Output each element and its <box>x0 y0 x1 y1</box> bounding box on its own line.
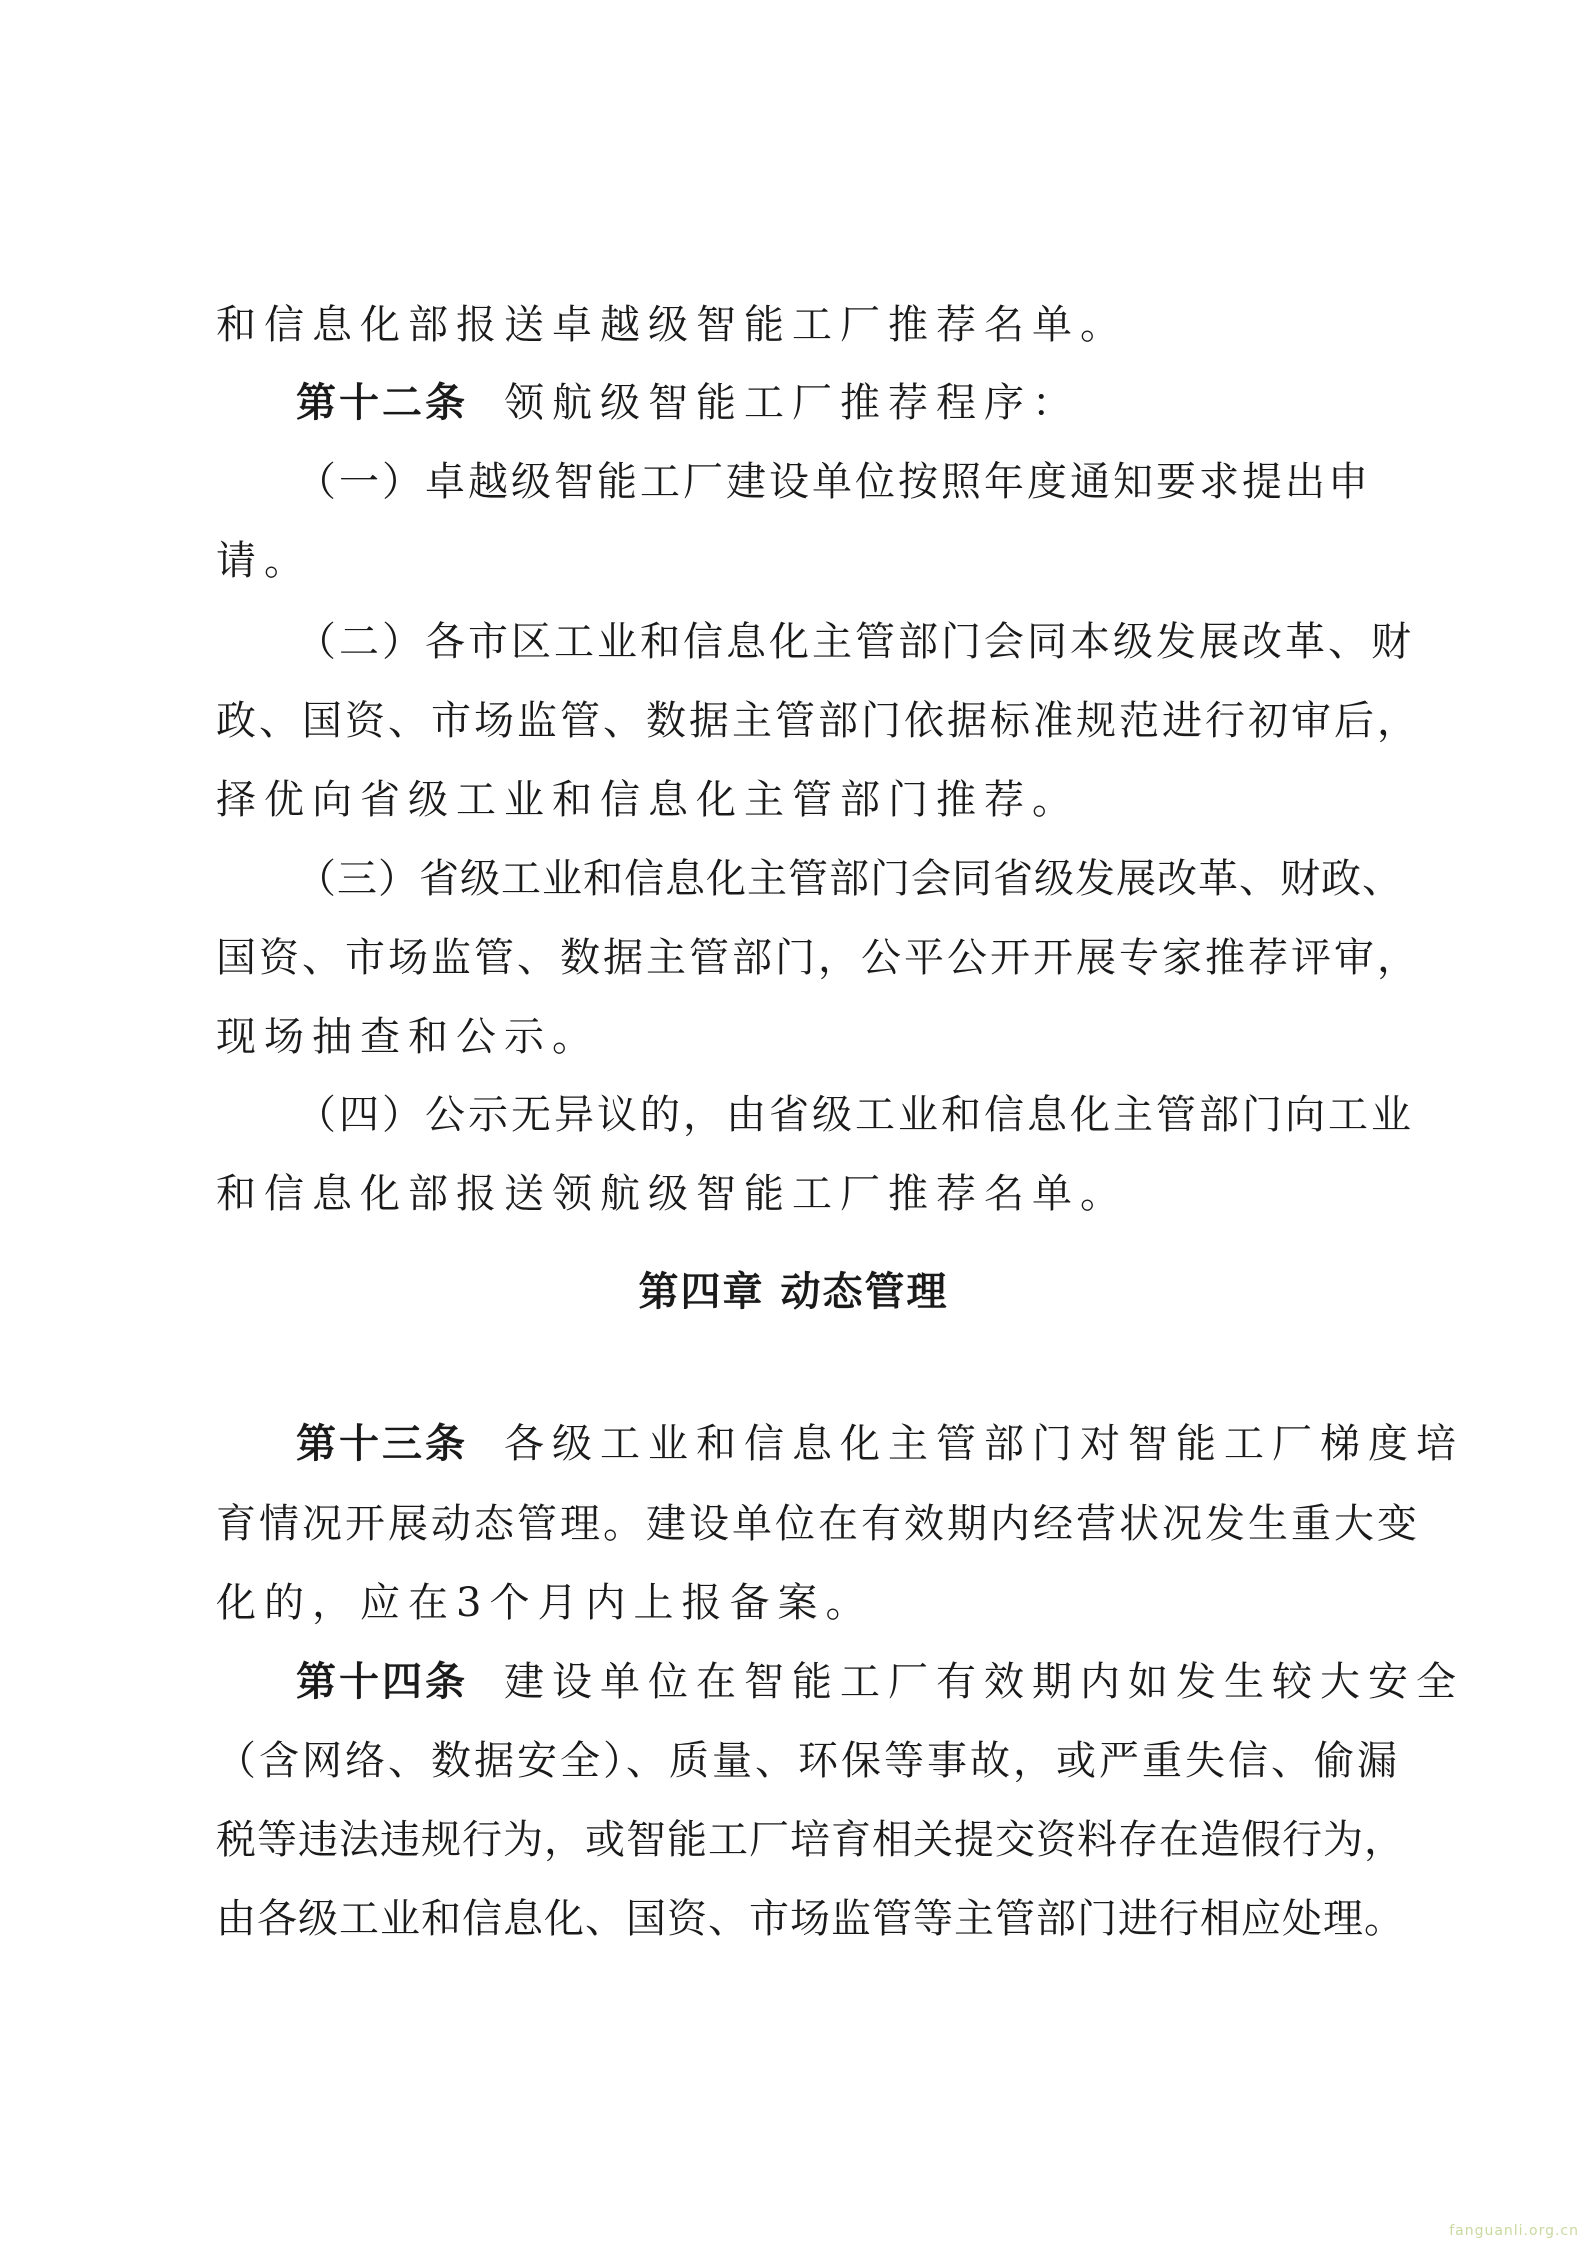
chapter-title: 第四章 动态管理 <box>638 1269 949 1315</box>
text-line: （四）公示无异议的，由省级工业和信息化主管部门向工业 <box>296 1092 1414 1138</box>
article-12-line <box>296 373 1396 433</box>
text-line: 和信息化部报送领航级智能工厂推荐名单。 <box>216 1171 1128 1217</box>
text-line: 现场抽查和公示。 <box>216 1014 600 1060</box>
text-line: （含网络、数据安全）、质量、环保等事故，或严重失信、偷漏 <box>216 1738 1400 1784</box>
text-line: 请。 <box>216 538 312 584</box>
watermark: fanguanli.org.cn <box>1449 2223 1579 2239</box>
text-line: （三）省级工业和信息化主管部门会同省级发展改革、财政、 <box>296 856 1403 902</box>
article-13-text: 各级工业和信息化主管部门对智能工厂梯度培 <box>504 1421 1464 1467</box>
article-13-line <box>296 1414 1464 1474</box>
text-line: 择优向省级工业和信息化主管部门推荐。 <box>216 777 1080 823</box>
text-line: 由各级工业和信息化、国资、市场监管等主管部门进行相应处理。 <box>216 1896 1405 1942</box>
text-line: 和信息化部报送卓越级智能工厂推荐名单。 <box>216 302 1128 348</box>
text-line: （一）卓越级智能工厂建设单位按照年度通知要求提出申 <box>296 459 1371 505</box>
text-line: 政、国资、市场监管、数据主管部门依据标准规范进行初审后， <box>216 698 1420 744</box>
text-line: 育情况开展动态管理。建设单位在有效期内经营状况发生重大变 <box>216 1501 1420 1547</box>
article-12-text: 领航级智能工厂推荐程序： <box>504 380 1080 426</box>
text-line: 化的，应在3个月内上报备案。 <box>216 1580 874 1626</box>
article-13-label: 第十三条 <box>296 1421 468 1467</box>
text-line: 国资、市场监管、数据主管部门，公平公开开展专家推荐评审， <box>216 935 1420 981</box>
text-line: 税等违法违规行为，或智能工厂培育相关提交资料存在造假行为， <box>216 1817 1405 1863</box>
text-line: （二）各市区工业和信息化主管部门会同本级发展改革、财 <box>296 619 1414 665</box>
article-14-text: 建设单位在智能工厂有效期内如发生较大安全 <box>504 1659 1464 1705</box>
article-14-label: 第十四条 <box>296 1659 468 1705</box>
article-12-label: 第十二条 <box>296 380 468 426</box>
article-14-line <box>296 1652 1464 1712</box>
